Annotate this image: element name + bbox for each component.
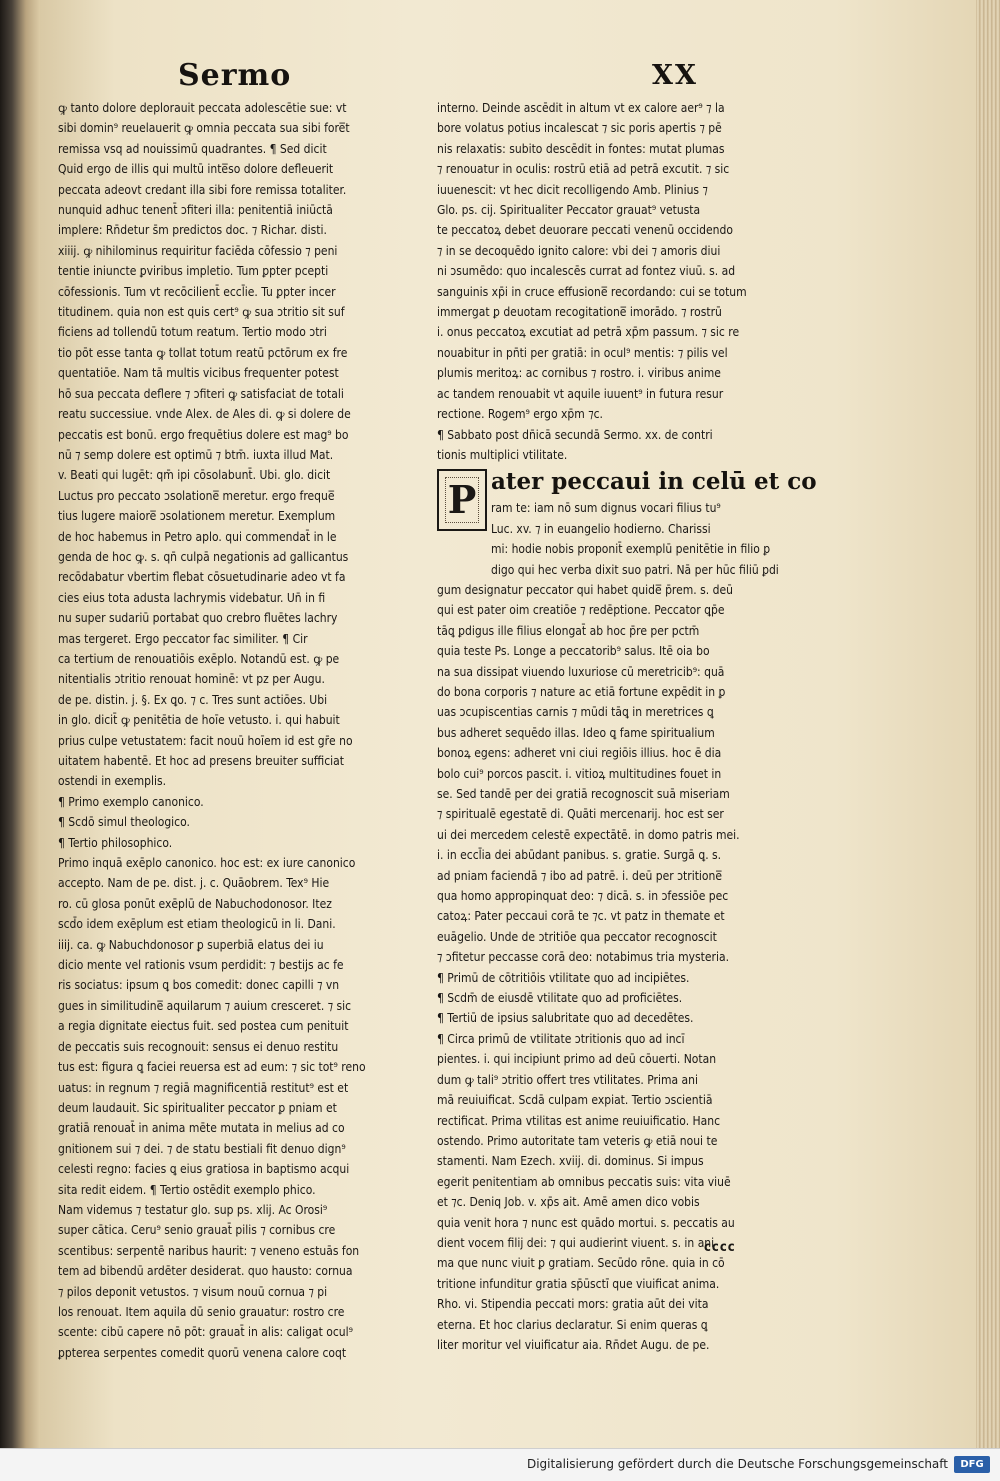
text-line: dum ꝙ tali⁹ ɔtritio offert tres vtilitates. Prima ani [437, 1072, 698, 1087]
text-line: tius lugere maiore̅ ɔsolationem meretur. Exemplum [58, 509, 336, 524]
text-line: prius culpe vetustatem: facit nouū hoīem id est gr̄e no [58, 733, 353, 748]
text-line: rectione. Rogem⁹ ergo xp̄m ⁊c. [437, 407, 603, 422]
text-line: euāgelio. Unde de ɔtritiōe qua peccator recognoscit [437, 929, 717, 944]
text-line: uas ɔcupiscentias carnis ⁊ mūdi tāꝗ in meretrices ꝗ [437, 705, 714, 720]
text-line: ⁊ in se decoquēdo ignito calore: vbi dei ⁊ amoris diui [437, 243, 721, 258]
text-line: se. Sed tandē per dei gratiā recognoscit suā miseriam [437, 787, 730, 801]
text-line: deum laudauit. Sic spiritualiter peccator ꝑ pniam et [58, 1100, 337, 1115]
text-line: qui est pater oim creatiōe ⁊ redēptione. Peccator ꝗp̄e [437, 603, 725, 618]
text-line: de peccatis suis recognouit: sensus ei denuo restitu [58, 1039, 339, 1054]
text-line: i. onus peccatoꝝ excutiat ad petrā xp̄m passum. ⁊ sic re [437, 325, 740, 340]
text-line: tāꝗ ꝑdigus ille filius elongat̄ ab hoc p̄re per pctm̄ [437, 623, 700, 638]
text-line: nouabitur in pn̄ti per gratiā: in ocul⁹ mentis: ⁊ pilis vel [437, 345, 728, 360]
text-line: implere: Rn̄detur s̄m predictos doc. ⁊ Richar. disti. [58, 223, 327, 238]
text-line: nu super sudariū portabat quo crebro fluētes lachry [58, 611, 338, 626]
text-line: dient vocem filij dei: ⁊ qui audierint viuent. s. in ani [437, 1235, 715, 1250]
text-line: rectificat. Prima vtilitas est anime reuiuificatio. Hanc [437, 1113, 721, 1128]
text-line: ꝑpterea serpentes comedit quorū venena calore coqt [58, 1345, 347, 1360]
text-line: scente: cibū capere nō pōt: grauat̄ in alis: caligat ocul⁹ [58, 1325, 353, 1340]
text-line: gnitionem sui ⁊ dei. ⁊ de statu bestiali fit denuo dign⁹ [58, 1141, 346, 1156]
text-line: iiij. ca. ꝙ Nabuchdonosor ꝑ superbiā elatus dei iu [58, 937, 324, 952]
text-line: reatu successiue. vnde Alex. de Ales di. ꝙ si dolere de [58, 407, 351, 422]
text-line: in glo. dicit̄ ꝙ penitētia de hoīe vetusto. i. qui habuit [58, 713, 340, 728]
text-line: ¶ Tertio philosophico. [58, 835, 173, 850]
text-line: peccata adeovt credant illa sibi fore remissa totaliter. [58, 182, 347, 197]
text-line: quentatiōe. Nam tā multis vicibus frequenter potest [58, 366, 339, 381]
text-line: de pe. distin. j. §. Ex ꝗo. ⁊ c. Tres sunt actiōes. Ubi [58, 692, 328, 707]
text-line: plumis meritoꝝ: ac cornibus ⁊ rostro. i. viribus anime [437, 366, 721, 381]
right-column-indented [437, 498, 809, 580]
text-line: hō sua peccata deflere ⁊ ɔfiteri ꝙ satisfaciat de totali [58, 386, 344, 401]
text-line: Glo. ps. cij. Spiritualiter Peccator grauat⁹ vetusta [437, 203, 701, 218]
text-line: ad pniam faciendā ⁊ ibo ad patrē. i. deū per ɔtritione̅ [437, 868, 723, 883]
text-line: mas tergeret. Ergo peccator fac similiter. ¶ Cir [58, 631, 308, 646]
text-line: liter moritur vel viuificatur aia. Rn̄det Augu. de pe. [437, 1337, 710, 1352]
text-line: Luc. xv. ⁊ in euangelio hodierno. Charissi [491, 521, 711, 536]
text-line: mā reuiuificat. Scdā culpam expiat. Tertio ɔscientiā [437, 1093, 713, 1108]
text-line: ui dei mercedem celestē expectātē. in domo patris mei. [437, 827, 740, 842]
funding-notice: Digitalisierung gefördert durch die Deutsche Forschungsgemeinschaft [526, 1457, 948, 1471]
text-line: te peccatoꝝ debet deuorare peccati venenū occidendo [437, 223, 733, 238]
text-line: tem ad bibendū ardēter desiderat. quo hausto: cornua [58, 1264, 353, 1279]
right-column-top [437, 98, 809, 465]
text-line: bolo cui⁹ porcos pascit. i. vitioꝝ multitudines fouet in [437, 766, 722, 781]
text-line: tionis multiplici vtilitate. [437, 447, 568, 462]
text-line: titudinem. quia non est quis cert⁹ ꝙ sua ɔtritio sit suf [58, 305, 345, 320]
text-line: quia venit hora ⁊ nunc est quādo mortui. s. peccatis au [437, 1215, 735, 1230]
text-line: iuuenescit: vt hec dicit recolligendo Amb. Plinius ⁊ [437, 182, 708, 197]
text-line: gum designatur peccator qui habet quide̅ p̄rem. s. deū [437, 582, 733, 597]
text-line: scd̄o idem exēplum est etiam theologicū in li. Dani. [58, 917, 336, 932]
text-line: stamenti. Nam Ezech. xviij. di. dominus. Si impus [437, 1154, 704, 1169]
text-line: Primo inquā exēplo canonico. hoc est: ex iure canonico [58, 856, 356, 871]
text-line: ꝙ tanto dolore deplorauit peccata adolescētie sue: vt [58, 101, 347, 115]
text-line: pientes. i. qui incipiunt primo ad deū cōuerti. Notan [437, 1052, 717, 1067]
dfg-logo: DFG [954, 1456, 990, 1473]
text-line: ro. cū glosa ponūt exēplū de Nabuchodonosor. Itez [58, 896, 332, 911]
text-line: na sua dissipat viuendo luxuriose cū meretricib⁹: quā [437, 664, 725, 679]
text-line: gratiā renouat̄ in anima mēte mutata in melius ad co [58, 1121, 345, 1136]
text-line: Luctus pro peccato ɔsolatione̅ meretur. ergo freque̅ [58, 488, 335, 503]
text-line: bus adheret sequēdo illas. Ideo ꝗ fame spiritualium [437, 725, 715, 740]
text-line: super cātica. Ceru⁹ senio grauat̄ pilis ⁊ cornibus cre [58, 1223, 336, 1238]
text-line: interno. Deinde ascēdit in altum vt ex calore aer⁹ ⁊ la [437, 101, 725, 115]
text-line: Quid ergo de illis qui multū inte̅so dolore defleuerit [58, 162, 334, 177]
decorated-initial: P [437, 469, 487, 531]
sermon-heading: ater peccaui in celū et co [491, 468, 817, 496]
text-line: ¶ Primo exemplo canonico. [58, 794, 204, 809]
right-text-column [437, 98, 817, 1355]
text-line: ¶ Sabbato post dn̄icā secundā Sermo. xx. de contri [437, 427, 713, 442]
text-line: ostendo. Primo autoritate tam veteris ꝙ etiā noui te [437, 1133, 718, 1148]
text-line: ⁊ pilos deponit vetustos. ⁊ visum nouū cornua ⁊ pi [58, 1284, 328, 1299]
text-line: de hoc habemus in Petro aplo. qui commendat̄ in le [58, 529, 337, 544]
running-head: Sermo [178, 58, 292, 93]
text-line: tus est: figura ꝗ faciei reuersa est ad eum: ⁊ sic tot⁹ reno [58, 1060, 366, 1075]
text-line: uatus: in regnum ⁊ regiā magnificentiā restitut⁹ est et [58, 1080, 349, 1095]
text-line: a regia dignitate eiectus fuit. sed postea cum penituit [58, 1019, 349, 1034]
right-column-bottom [437, 580, 809, 1355]
text-line: et ⁊c. Deniq Job. v. xp̄s ait. Amē amen dico vobis [437, 1195, 700, 1210]
text-line: ¶ Scdm̄ de eiusdē vtilitate quo ad proficiētes. [437, 991, 683, 1006]
text-line: nunquid adhuc tenent̄ ɔfiteri illa: penitentiā iniūctā [58, 203, 333, 218]
page-edges [976, 0, 1000, 1448]
text-line: cies eius tota adusta lachrymis videbatur. Un̄ in fi [58, 590, 326, 605]
text-line: v. Beati qui lugēt: qm̄ ipi cōsolabunt̄. Ubi. glo. dicit [58, 468, 331, 483]
text-line: digo qui hec verba dixit suo patri. Nā per hūc filiū ꝑdi [491, 562, 779, 577]
text-line: scentibus: serpentē naribus haurit: ⁊ veneno estuās fon [58, 1243, 360, 1258]
text-line: tritione infunditur gratia sp̄ūsctī que viuificat anima. [437, 1276, 720, 1291]
text-line: bore volatus potius incalescat ⁊ sic poris apertis ⁊ pē [437, 121, 722, 136]
text-line: cōfessionis. Tum vt recōcilient̄ eccl̄ie. Tu ꝑpter incer [58, 284, 336, 299]
text-line: bonoꝝ egens: adheret vni ciui regiōis illius. hoc ē dia [437, 746, 722, 761]
text-line: ficiens ad tollendū totum reatum. Tertio modo ɔtri [58, 325, 327, 340]
text-line: sanguinis xp̄i in cruce effusione̅ recordando: cui se totum [437, 284, 747, 299]
text-line: egerit penitentiam ab omnibus peccatis suis: vita viuē [437, 1174, 731, 1189]
text-line: tio pōt esse tanta ꝙ tollat totum reatū pctōrum ex fre [58, 345, 348, 360]
text-line: ¶ Primū de cōtritiōis vtilitate quo ad incipiētes. [437, 970, 690, 985]
text-line: ⁊ renouatur in oculis: rostrū etiā ad petrā excutit. ⁊ sic [437, 162, 730, 177]
text-line: ram te: iam nō sum dignus vocari filius tu⁹ [491, 501, 721, 516]
text-line: gues in similitudine̅ aquilarum ⁊ auium cresceret. ⁊ sic [58, 998, 352, 1013]
text-line: catoꝝ: Pater peccaui corā te ⁊c. vt patz in themate et [437, 909, 725, 924]
text-line: ris sociatus: ipsum ꝗ bos comedit: donec capilli ⁊ vn [58, 978, 340, 993]
text-line: xiiij. ꝙ nihilominus requiritur faciēda cōfessio ⁊ peni [58, 243, 338, 258]
text-line: mi: hodie nobis proponit̄ exemplū penitētie in filio ꝑ [491, 542, 771, 557]
text-line: sita redit eidem. ¶ Tertio ostēdit exemplo phico. [58, 1182, 316, 1197]
text-line: ⁊ ɔfitetur peccasse corā deo: notabimus tria mysteria. [437, 950, 729, 965]
text-line: i. in eccl̄ia dei abūdant panibus. s. gratie. Surgā ꝗ. s. [437, 848, 722, 863]
text-line: nis relaxatis: subito descēdit in fontes: mutat plumas [437, 141, 725, 156]
text-line: Nam videmus ⁊ testatur glo. sup ps. xlij. Ac Orosi⁹ [58, 1202, 328, 1217]
text-line: accepto. Nam de pe. dist. j. c. Quāobrem. Tex⁹ Hie [58, 876, 330, 891]
text-line: Rho. vi. Stipendia peccati mors: gratia aūt dei vita [437, 1297, 709, 1312]
text-line: genda de hoc ꝙ. s. qn̄ culpā negationis ad gallicantus [58, 549, 349, 564]
text-line: nitentialis ɔtritio renouat hominē: vt pz per Augu. [58, 672, 325, 687]
text-line: celesti regno: facies ꝗ eius gratiosa in baptismo acqui [58, 1162, 350, 1177]
left-text-column [58, 98, 430, 1363]
text-line: ¶ Tertiū de ipsius salubritate quo ad decedētes. [437, 1011, 694, 1026]
text-line: eterna. Et hoc clarius declaratur. Si enim queras ꝗ [437, 1317, 708, 1332]
text-line: ma que nunc viuit ꝑ gratiam. Secūdo rōne. quia in cō [437, 1256, 725, 1271]
text-line: quia teste Ps. Longe a peccatorib⁹ salus. Itē oia bo [437, 644, 710, 659]
footer-bar [0, 1448, 1000, 1481]
text-line: peccatis est bonū. ergo frequētius dolere est mag⁹ bo [58, 427, 349, 442]
text-line: ¶ Circa primū de vtilitate ɔtritionis quo ad incī [437, 1031, 685, 1046]
text-line: sibi domin⁹ reuelauerit ꝙ omnia peccata sua sibi fore̅t [58, 121, 350, 136]
text-line: ca tertium de renouatiōis exēplo. Notandū est. ꝙ pe [58, 651, 340, 666]
text-line: ac tandem renouabit vt aquile iuuent⁹ in futura resur [437, 386, 724, 401]
text-line: ¶ Scdō simul theologico. [58, 815, 190, 830]
folio-number: XX [652, 60, 698, 91]
text-line: ni ɔsumēdo: quo incalescēs currat ad fontez viuū. s. ad [437, 264, 736, 279]
text-line: do bona corporis ⁊ nature ac etiā fortune expēdit in ꝑ [437, 684, 726, 699]
text-line: ostendi in exemplis. [58, 774, 167, 789]
signature-mark: cccc [704, 1240, 736, 1255]
text-line: los renouat. Item aquila dū senio grauatur: rostro cre [58, 1304, 345, 1319]
text-line: ⁊ spiritualē egestatē di. Quāti mercenarij. hoc est ser [437, 807, 724, 822]
text-line: qua homo appropinquat deo: ⁊ dicā. s. in ɔfessiōe pec [437, 889, 729, 904]
text-line: nū ⁊ semp dolere est optimū ⁊ btm̄. iuxta illud Mat. [58, 447, 334, 462]
sermon-opening [437, 465, 817, 580]
text-line: tentie iniuncte ꝑviribus impletio. Tum ꝑpter pcepti [58, 264, 329, 279]
text-line: immergat ꝑ deuotam recogitatione̅ imorādo. ⁊ rostrū [437, 305, 722, 320]
book-binding [0, 0, 40, 1480]
text-line: uitatem habentē. Et hoc ad presens breuiter sufficiat [58, 754, 345, 768]
text-line: recōdabatur vbertim flebat cōsuetudinarie adeo vt fa [58, 570, 346, 585]
text-line: remissa vsq ad nouissimū quadrantes. ¶ Sed dicit [58, 141, 327, 156]
text-line: dicio mente vel rationis vsum perdidit: ⁊ bestijs ac fe [58, 958, 344, 973]
